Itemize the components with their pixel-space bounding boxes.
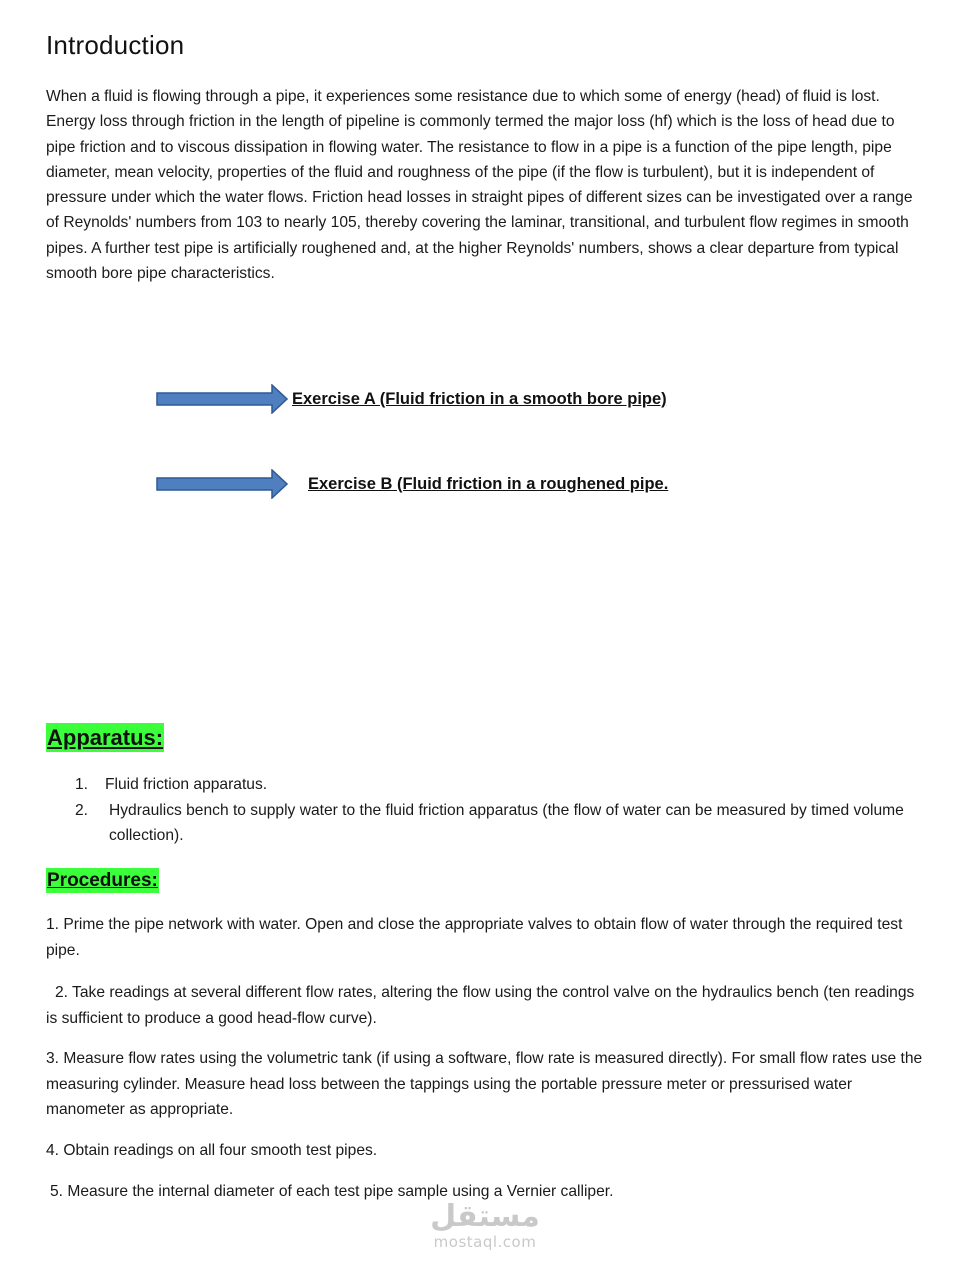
mostaql-watermark bbox=[420, 1200, 550, 1250]
procedure-step: 2. Take readings at several different flow rates, altering the flow using the control valve on the hydraulics bench (ten readings is sufficient to produce a good head-flow curve). bbox=[46, 984, 915, 1027]
procedures-heading: Procedures: bbox=[47, 870, 158, 891]
apparatus-list bbox=[75, 772, 925, 849]
list-item-text: Fluid friction apparatus. bbox=[105, 776, 268, 793]
apparatus-heading: Apparatus: bbox=[47, 725, 164, 750]
procedure-step: 1. Prime the pipe network with water. Open and close the appropriate valves to obtain flow of water through the required test pipe. bbox=[46, 916, 903, 959]
page-title: Introduction bbox=[46, 30, 185, 60]
watermark-latin-text: mostaql.com bbox=[433, 1233, 537, 1251]
watermark-arabic-text: مستقل bbox=[430, 1199, 540, 1234]
right-arrow-icon bbox=[156, 469, 288, 499]
list-item bbox=[75, 772, 925, 798]
exercise-b-row bbox=[156, 469, 668, 499]
procedure-step: 5. Measure the internal diameter of each test pipe sample using a Vernier calliper. bbox=[50, 1183, 614, 1200]
procedure-step: 4. Obtain readings on all four smooth test pipes. bbox=[46, 1142, 378, 1159]
intro-paragraph: When a fluid is flowing through a pipe, it experiences some resistance due to which some of energy (head) of fluid is lost. Energy loss through friction in the length of pipeline is commonly termed the major loss (hf) which is the loss of head due to pipe friction and to viscous dissipation in flowing water. The resistance to flow in a pipe is a function of the pipe length, pipe diameter, mean velocity, properties of the fluid and roughness of the pipe (if the flow is turbulent), but it is independent of pressure under which the water flows. Friction head losses in straight pipes of different sizes can be investigated over a range of Reynolds' numbers from 103 to nearly 105, thereby covering the laminar, transitional, and turbulent flow regimes in smooth pipes. A further test pipe is artificially roughened and, at the higher Reynolds' numbers, shows a clear departure from typical smooth bore pipe characteristics. bbox=[46, 88, 913, 283]
exercise-b-label: Exercise B (Fluid friction in a roughened pipe. bbox=[308, 474, 669, 493]
exercise-a-label: Exercise A (Fluid friction in a smooth bore pipe) bbox=[292, 389, 667, 408]
list-item bbox=[75, 798, 925, 849]
exercise-a-row bbox=[156, 384, 667, 414]
list-item-number: 2. bbox=[75, 801, 89, 819]
list-item-text: Hydraulics bench to supply water to the fluid friction apparatus (the flow of water can be measured by timed volume collection). bbox=[109, 801, 904, 844]
list-item-number: 1. bbox=[75, 776, 89, 793]
right-arrow-icon bbox=[156, 384, 288, 414]
procedure-step: 3. Measure flow rates using the volumetric tank (if using a software, flow rate is measured directly). For small flow rates use the measuring cylinder. Measure head loss between the tappings using the portable pressure meter or pressurised water manometer as appropriate. bbox=[46, 1050, 923, 1118]
